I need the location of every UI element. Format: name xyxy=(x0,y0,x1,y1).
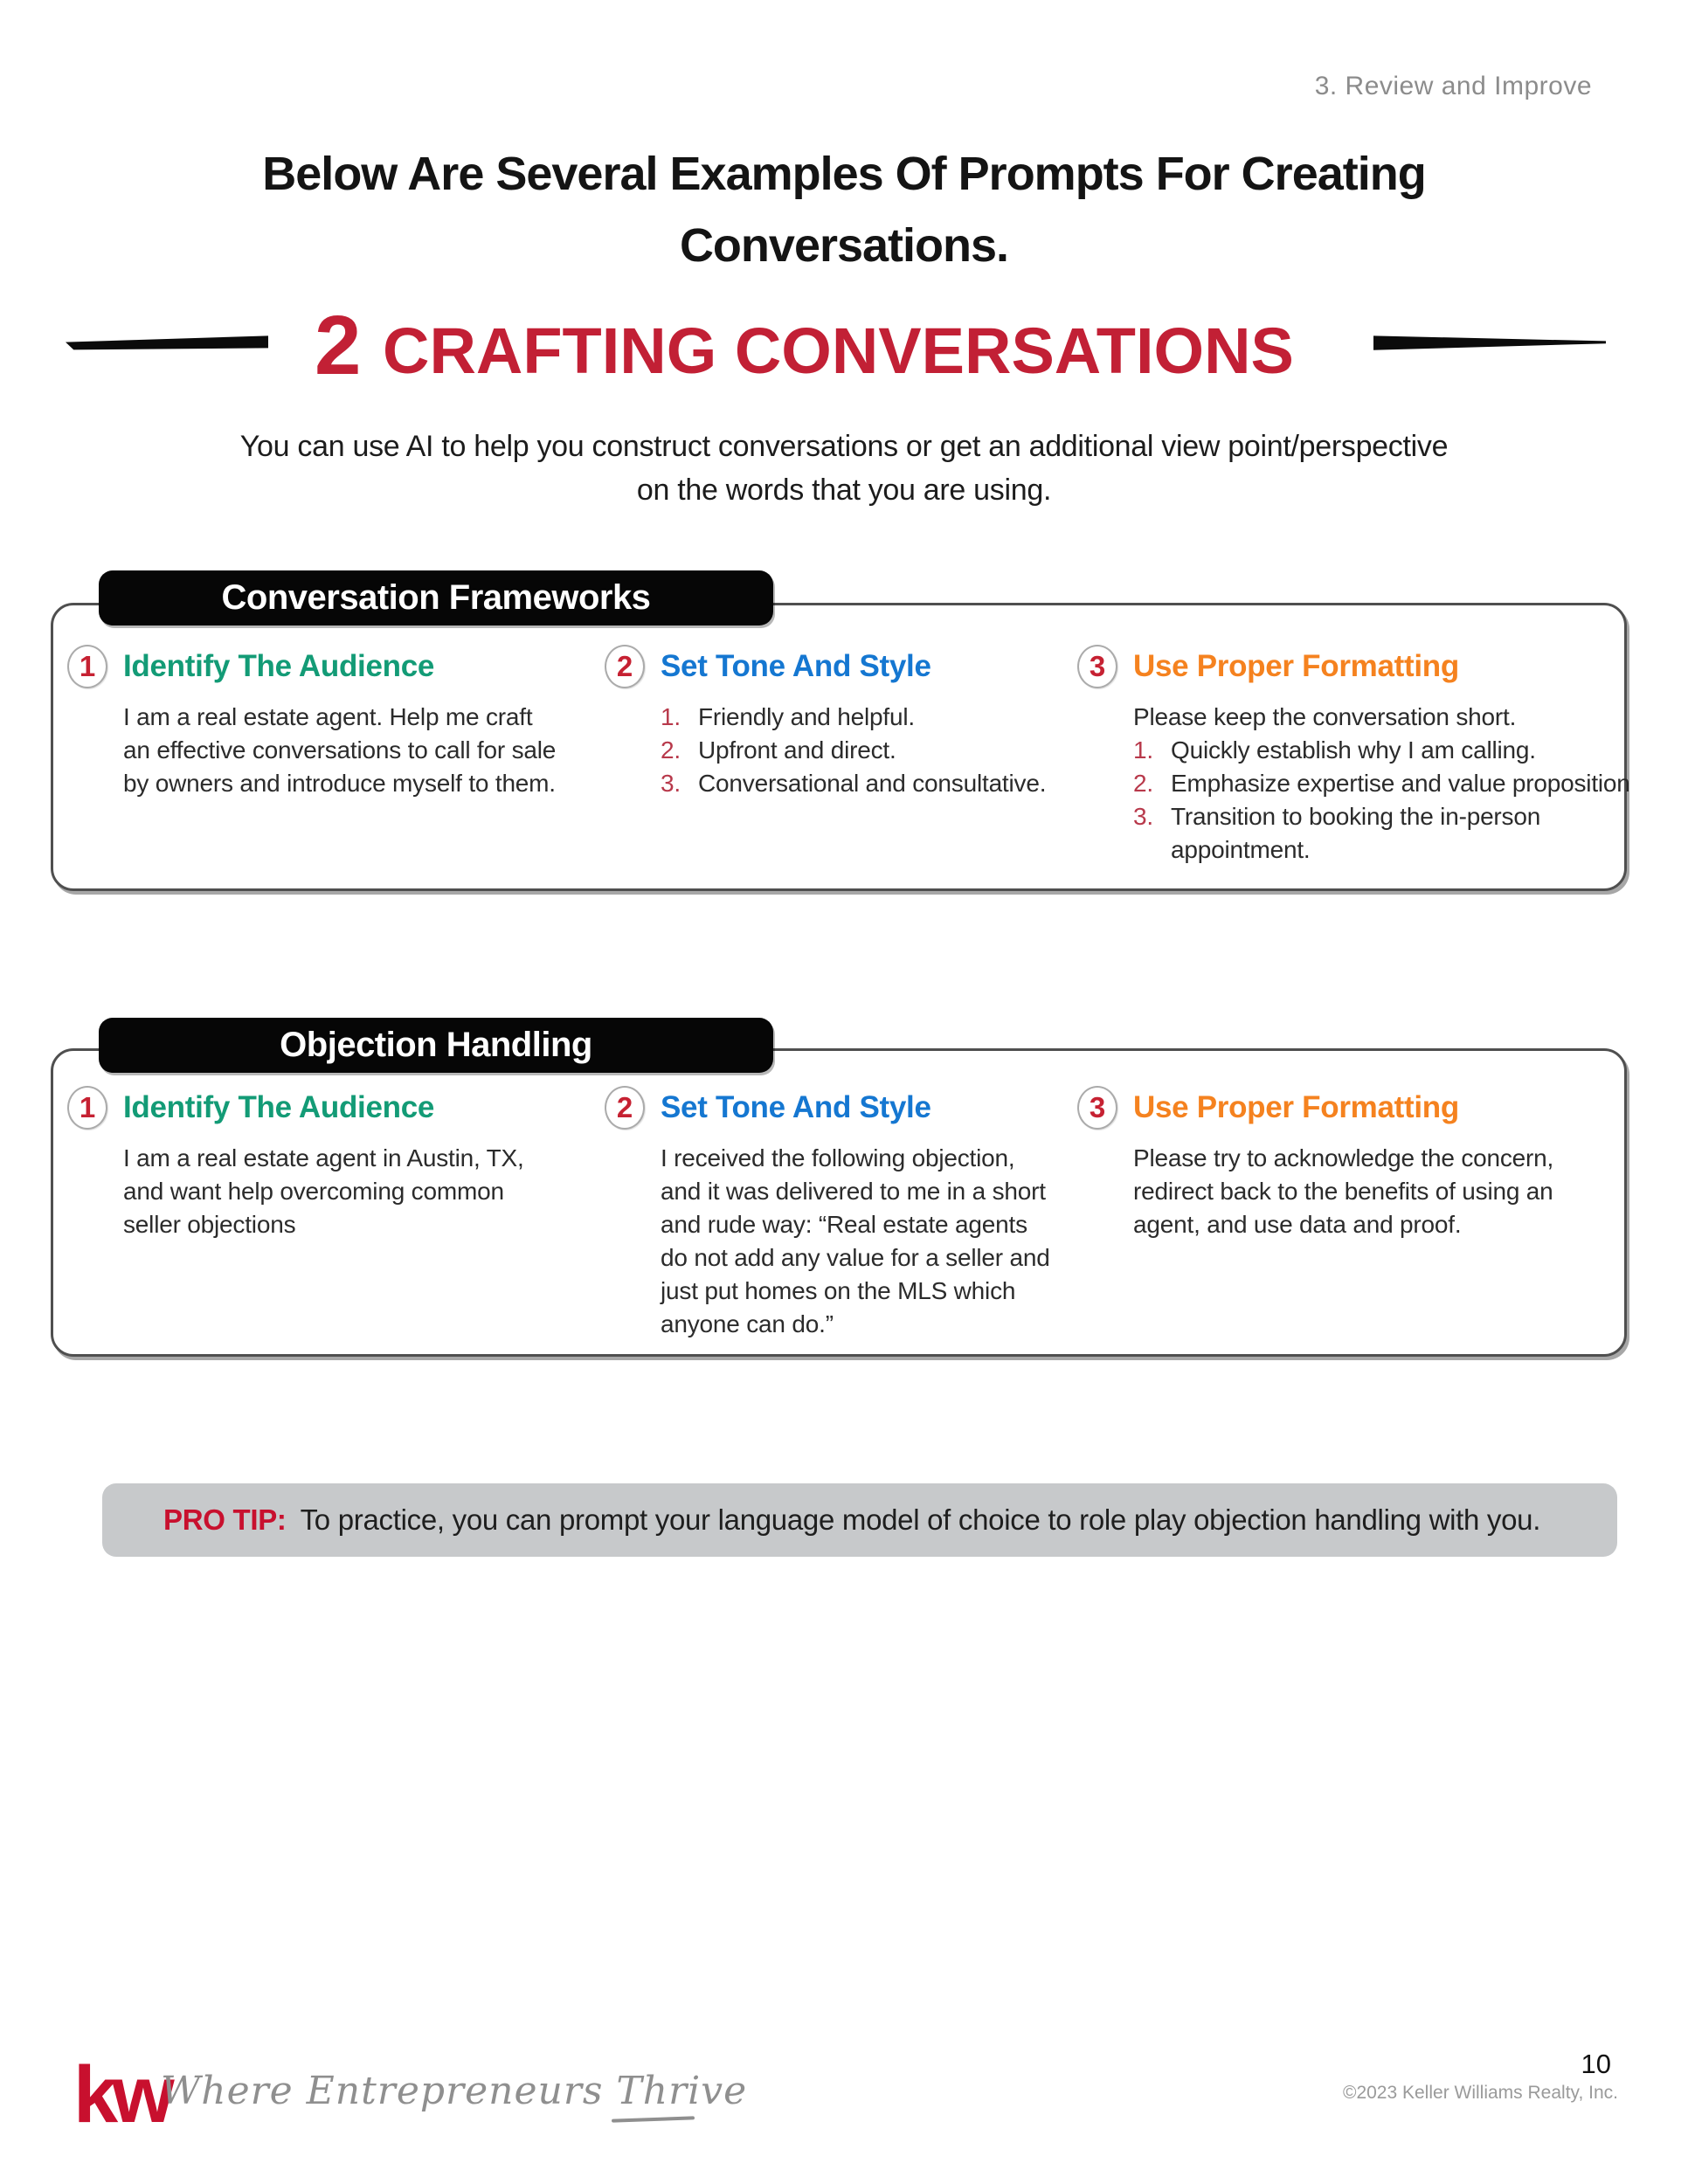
frameworks-column-2 xyxy=(605,645,1071,800)
objection-column-3 xyxy=(1077,1086,1588,1241)
list-marker: 1. xyxy=(661,703,681,730)
kw-logo: kw xyxy=(73,2050,169,2139)
intro-line2: on the words that you are using. xyxy=(636,473,1052,507)
step-3-badge: 3 xyxy=(1077,645,1117,688)
list-item xyxy=(1133,734,1644,767)
column-heading: Set Tone And Style xyxy=(661,1090,931,1124)
list-marker: 2. xyxy=(1133,770,1153,797)
list-text: Emphasize expertise and value proposition xyxy=(1171,770,1630,797)
pro-tip-label: PRO TIP: xyxy=(163,1503,287,1536)
column-content xyxy=(661,645,1071,800)
objection-column-2 xyxy=(605,1086,1054,1341)
column-body: I am a real estate agent. Help me craft an effective conversations to call for sale by owners and introduce myself to them. xyxy=(123,703,557,797)
column-heading: Identify The Audience xyxy=(123,649,435,683)
ordered-list xyxy=(1133,734,1644,867)
tagline-underline-flourish xyxy=(612,2116,695,2122)
step-2-badge: 2 xyxy=(605,1086,645,1130)
frameworks-header: Conversation Frameworks xyxy=(99,570,773,625)
step-3-badge: 3 xyxy=(1077,1086,1117,1130)
chapter-label: 3. Review and Improve xyxy=(1314,72,1592,100)
column-heading: Use Proper Formatting xyxy=(1133,1090,1459,1124)
brush-stroke-right xyxy=(1373,334,1606,351)
column-content xyxy=(661,1086,1054,1341)
column-body: Please keep the conversation short. xyxy=(1133,703,1517,730)
page-title-line2: Conversations. xyxy=(679,219,1009,272)
list-marker: 3. xyxy=(661,770,681,797)
list-text: Quickly establish why I am calling. xyxy=(1171,736,1536,764)
ordered-list xyxy=(661,701,1071,800)
list-item xyxy=(1133,767,1644,800)
list-marker: 1. xyxy=(1133,736,1153,764)
list-text: Transition to booking the in-person appointment. xyxy=(1171,803,1541,863)
list-text: Conversational and consultative. xyxy=(698,770,1047,797)
column-heading: Identify The Audience xyxy=(123,1090,435,1124)
column-body: I received the following objection, and it was delivered to me in a short and rude way: “Real estate agents do not add any value for a seller and just put homes on the MLS which anyone can do.” xyxy=(661,1144,1050,1337)
column-body: I am a real estate agent in Austin, TX, and want help overcoming common seller objections xyxy=(123,1144,524,1238)
intro-text xyxy=(0,425,1688,512)
list-item xyxy=(661,734,1071,767)
list-item xyxy=(661,701,1071,734)
list-marker: 3. xyxy=(1133,803,1153,830)
page-number: 10 xyxy=(1581,2049,1611,2079)
objection-header: Objection Handling xyxy=(99,1018,773,1073)
objection-column-1 xyxy=(67,1086,560,1241)
section-number: 2 xyxy=(315,299,362,392)
list-text: Friendly and helpful. xyxy=(698,703,915,730)
list-text: Upfront and direct. xyxy=(698,736,896,764)
list-item xyxy=(661,767,1071,800)
step-1-badge: 1 xyxy=(67,645,107,688)
frameworks-column-3 xyxy=(1077,645,1644,867)
brush-stroke-left xyxy=(66,334,268,351)
column-heading: Use Proper Formatting xyxy=(1133,649,1459,683)
column-heading: Set Tone And Style xyxy=(661,649,931,683)
pro-tip-bar xyxy=(102,1483,1617,1557)
page-title xyxy=(0,138,1688,281)
column-content xyxy=(123,1086,560,1241)
column-content xyxy=(1133,1086,1588,1241)
list-marker: 2. xyxy=(661,736,681,764)
copyright-notice: ©2023 Keller Williams Realty, Inc. xyxy=(1342,2083,1618,2103)
step-1-badge: 1 xyxy=(67,1086,107,1130)
section-title: CRAFTING CONVERSATIONS xyxy=(383,314,1294,387)
column-content xyxy=(123,645,560,800)
column-body: Please try to acknowledge the concern, redirect back to the benefits of using an agent, and use data and proof. xyxy=(1133,1144,1554,1238)
page-title-line1: Below Are Several Examples Of Prompts For Creating xyxy=(262,148,1426,200)
list-item xyxy=(1133,800,1644,867)
pro-tip-text: To practice, you can prompt your language model of choice to role play objection handling with you. xyxy=(300,1503,1541,1536)
intro-line1: You can use AI to help you construct conversations or get an additional view point/perspective xyxy=(239,430,1449,463)
frameworks-column-1 xyxy=(67,645,560,800)
kw-tagline-script: Where Entrepreneurs Thrive xyxy=(161,2069,748,2113)
column-content xyxy=(1133,645,1644,867)
step-2-badge: 2 xyxy=(605,645,645,688)
